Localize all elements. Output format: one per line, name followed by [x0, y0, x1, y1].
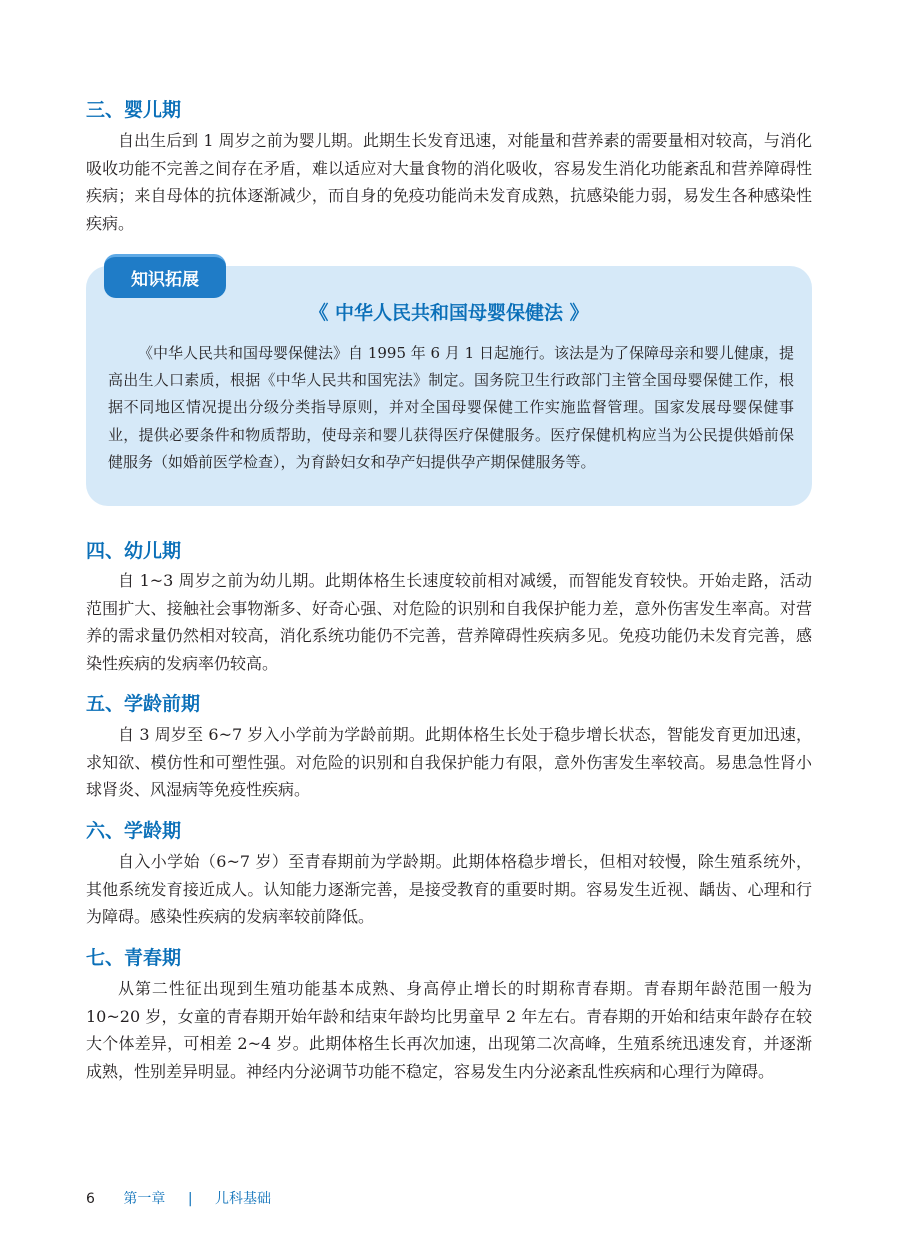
heading-school-period: 六、学龄期: [86, 820, 182, 842]
knowledge-box-text: 《中华人民共和国母婴保健法》自 1995 年 6 月 1 日起施行。该法是为了保障母亲和婴儿健康，提高出生人口素质，根据《中华人民共和国宪法》制定。国务院卫生行政部门主管全国母婴保健工作，根据不同地区情况提出分级分类指导原则，并对全国母婴保健工作实施监督管理。国家发展母婴保健事业，提供必要条件和物质帮助，使母亲和婴儿获得医疗保健服务。医疗保健机构应当为公民提供婚前保健服务（如婚前医学检查），为育龄妇女和孕产妇提供孕产期保健服务等。: [108, 344, 794, 471]
footer-chapter: 第一章: [123, 1191, 166, 1207]
paragraph-preschool-period: 自 3 周岁至 6~7 岁入小学前为学龄前期。此期体格生长处于稳步增长状态，智能发育更加迅速，求知欲、模仿性和可塑性强。对危险的识别和自我保护能力有限，意外伤害发生率较高。易患急性肾小球肾炎、风湿病等免疫性疾病。: [86, 725, 812, 799]
knowledge-extension-tab: [104, 254, 226, 298]
heading-preschool-period: 五、学龄前期: [86, 693, 201, 715]
paragraph-school-period: 自入小学始（6~7 岁）至青春期前为学龄期。此期体格稳步增长，但相对较慢，除生殖系统外，其他系统发育接近成人。认知能力逐渐完善，是接受教育的重要时期。容易发生近视、龋齿、心理和行为障碍。感染性疾病的发病率较前降低。: [86, 852, 812, 926]
knowledge-extension-tab-label: 知识拓展: [131, 270, 199, 290]
page-footer: [86, 1188, 271, 1208]
knowledge-box-title: 《 中华人民共和国母婴保健法 》: [309, 302, 589, 324]
heading-infant-period: 三、婴儿期: [86, 99, 182, 121]
paragraph-adolescence-period: 从第二性征出现到生殖功能基本成熟、身高停止增长的时期称青春期。青春期年龄范围一般为 10~20 岁，女童的青春期开始年龄和结束年龄均比男童早 2 年左右。青春期的开始和结束年龄存在较大个体差异，可相差 2~4 岁。此期体格生长再次加速，出现第二次高峰，生殖系统迅速发育，并逐渐成熟，性别差异明显。神经内分泌调节功能不稳定，容易发生内分泌紊乱性疾病和心理行为障碍。: [86, 979, 812, 1081]
heading-adolescence-period: 七、青春期: [86, 947, 182, 969]
footer-chapter-title: 儿科基础: [215, 1191, 271, 1207]
footer-separator: |: [187, 1191, 193, 1207]
paragraph-infant-period: 自出生后到 1 周岁之前为婴儿期。此期生长发育迅速，对能量和营养素的需要量相对较高，与消化吸收功能不完善之间存在矛盾，难以适应对大量食物的消化吸收，容易发生消化功能紊乱和营养障碍性疾病；来自母体的抗体逐渐减少，而自身的免疫功能尚未发育成熟，抗感染能力弱，易发生各种感染性疾病。: [86, 131, 812, 233]
page-number: 6: [86, 1191, 95, 1207]
paragraph-toddler-period: 自 1~3 周岁之前为幼儿期。此期体格生长速度较前相对减缓，而智能发育较快。开始走路，活动范围扩大、接触社会事物渐多、好奇心强、对危险的识别和自我保护能力差，意外伤害发生率高。对营养的需求量仍然相对较高，消化系统功能仍不完善，营养障碍性疾病多见。免疫功能仍未发育完善，感染性疾病的发病率仍较高。: [86, 571, 812, 673]
heading-toddler-period: 四、幼儿期: [86, 540, 182, 562]
